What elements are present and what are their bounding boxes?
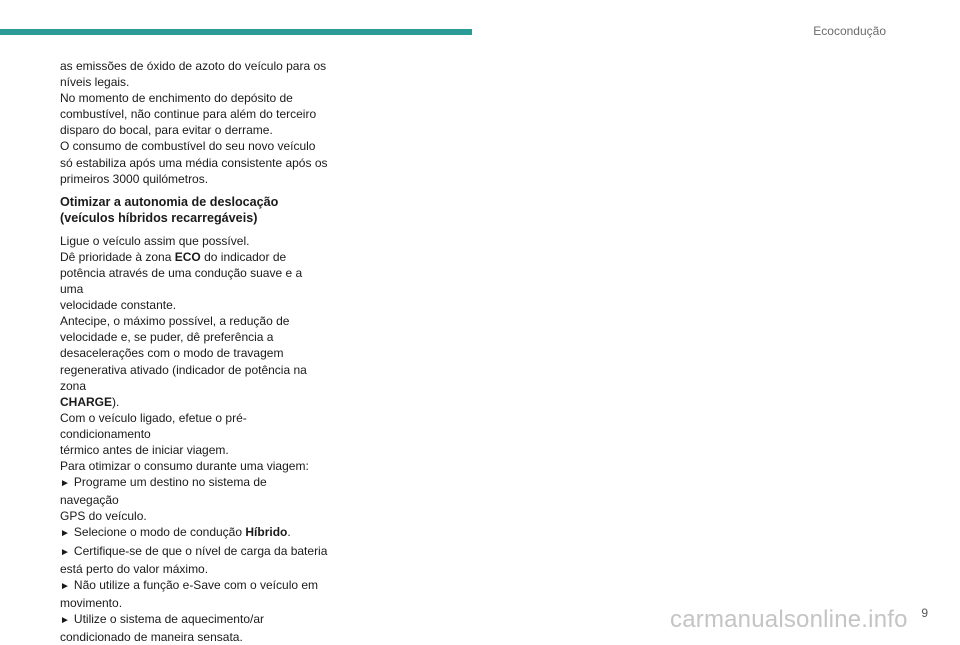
body-line: Dê prioridade à zona (60, 249, 175, 264)
body-line: do indicador de (200, 249, 287, 264)
bullet-text: movimento. (60, 595, 123, 610)
intro-line: níveis legais. (60, 75, 130, 90)
bullet-text: está perto do valor máximo. (60, 561, 209, 576)
page-number: 9 (921, 606, 928, 620)
heading-line-1: Otimizar a autonomia de deslocação (60, 194, 279, 209)
intro-line: as emissões de óxido de azoto do veículo para os (60, 59, 327, 73)
intro-paragraph (60, 58, 328, 187)
heading-line-2: (veículos híbridos recarregáveis) (60, 210, 258, 225)
intro-line: primeiros 3000 quilómetros. (60, 171, 209, 186)
body-line: velocidade constante. (60, 298, 177, 313)
body-line: velocidade e, se puder, dê preferência a (60, 330, 274, 345)
body-line: Antecipe, o máximo possível, a redução de (60, 314, 290, 329)
section-title: Ecocondução (813, 24, 886, 38)
header-accent-bar (0, 29, 472, 35)
bullet-text: Não utilize a função e-Save com o veículo em (73, 577, 319, 592)
body-line: desacelerações com o modo de travagem (60, 346, 284, 361)
bullet-text: Certifique-se de que o nível de carga da bateria (73, 543, 328, 558)
body-line: regenerativa ativado (indicador de potência na zona (60, 362, 307, 393)
bullet-text: Utilize o sistema de aquecimento/ar (73, 611, 264, 626)
bullet-text: condicionado de maneira sensata. (60, 630, 243, 644)
manual-text-column (60, 58, 328, 645)
bullet-arrow-icon: ► (60, 478, 70, 490)
intro-line: combustível, não continue para além do terceiro (60, 107, 317, 122)
charge-zone-label: CHARGE (60, 394, 113, 409)
body-line: potência através de uma condução suave e a uma (60, 265, 303, 297)
body-line: Ligue o veículo assim que possível. (60, 233, 250, 248)
bullet-arrow-icon: ► (60, 546, 70, 558)
bullet-arrow-icon: ► (60, 614, 70, 626)
bullet-text: Programe um destino no sistema de navegação (60, 475, 267, 508)
intro-line: No momento de enchimento do depósito de (60, 91, 293, 106)
intro-line: disparo do bocal, para evitar o derrame. (60, 123, 273, 138)
eco-zone-label: ECO (174, 249, 201, 264)
bullet-arrow-icon: ► (60, 528, 70, 540)
bullet-text: Selecione o modo de condução (73, 525, 246, 540)
hybrid-mode-label: Híbrido (245, 525, 288, 540)
intro-line: O consumo de combustível do seu novo veículo (60, 139, 316, 154)
bullet-arrow-icon: ► (60, 580, 70, 592)
intro-line: só estabiliza após uma média consistente após os (60, 155, 328, 170)
body-line: Para otimizar o consumo durante uma viagem: (60, 459, 309, 474)
body-line: ). (112, 394, 120, 409)
section-heading (60, 194, 328, 226)
body-paragraph (60, 233, 328, 645)
watermark: carmanualsonline.info (670, 606, 908, 633)
body-line: térmico antes de iniciar viagem. (60, 442, 229, 457)
bullet-text: GPS do veículo. (60, 509, 147, 524)
body-line: Com o veículo ligado, efetue o pré-condicionamento (60, 410, 247, 441)
bullet-text: . (287, 525, 291, 540)
